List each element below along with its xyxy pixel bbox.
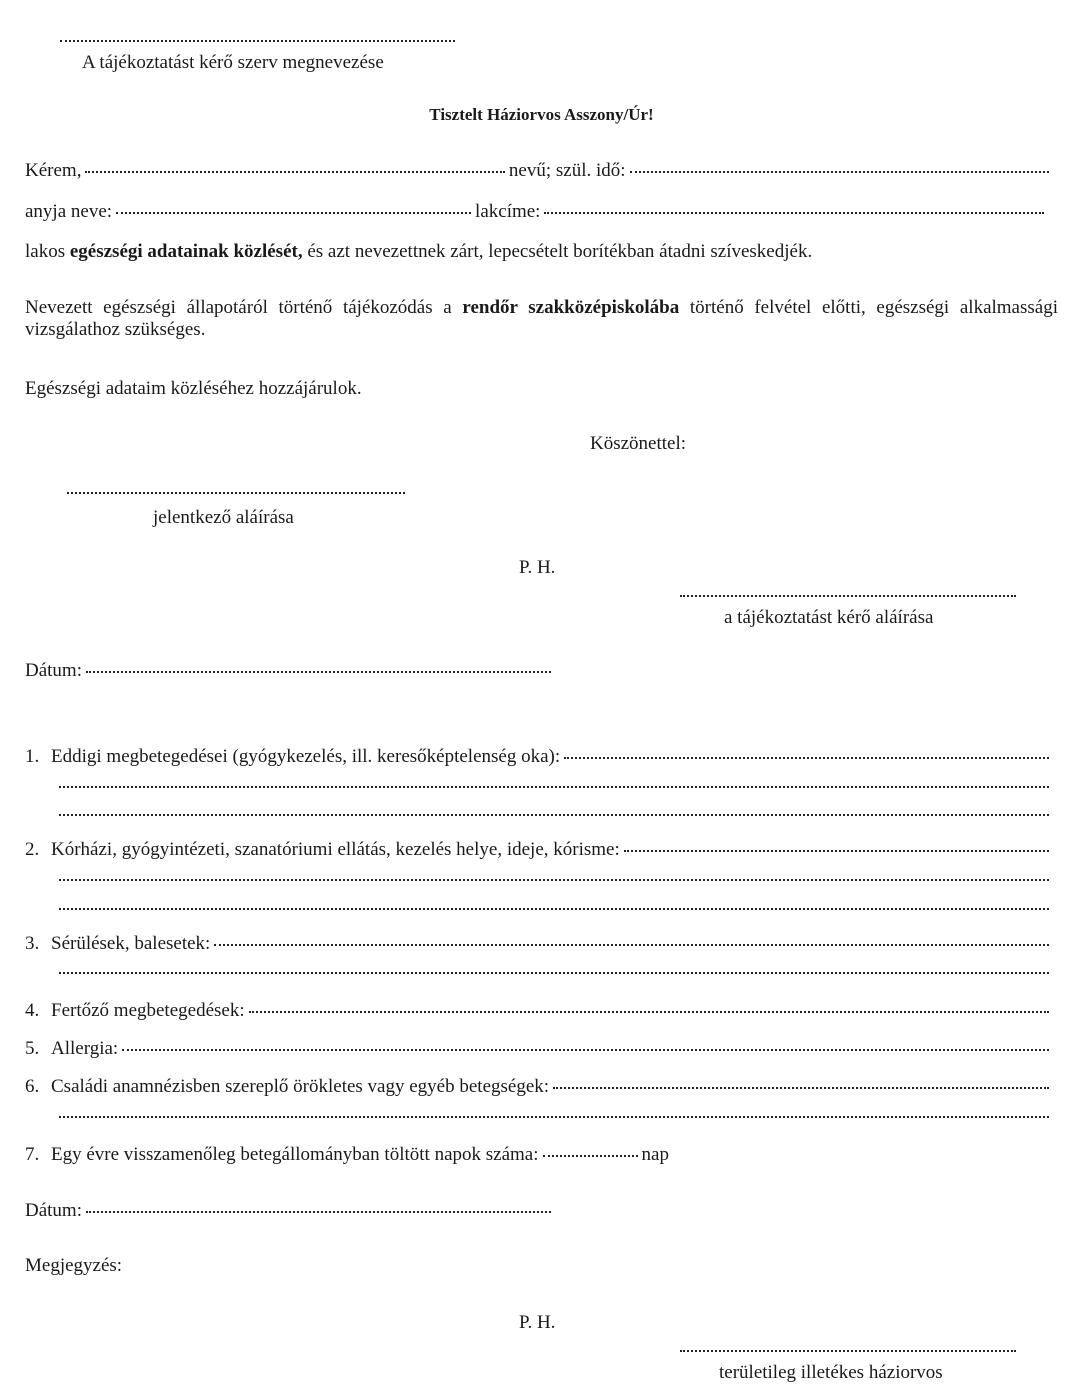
doctor-signature-field[interactable]	[680, 1350, 1016, 1352]
purpose-text-2: történő felvétel előtti, egészségi alkalmassági vizsgálathoz szükséges.	[25, 297, 1058, 340]
item-7-row	[25, 1144, 669, 1166]
sick-days-unit: nap	[641, 1144, 669, 1165]
item-2-field[interactable]	[624, 850, 1049, 852]
note-label: Megjegyzés:	[25, 1255, 123, 1276]
item-number: 1.	[25, 746, 40, 767]
purpose-paragraph	[25, 297, 1058, 341]
name-field[interactable]	[85, 171, 504, 173]
applicant-signature-label: jelentkező aláírása	[153, 507, 294, 528]
item-label: Egy évre visszamenőleg betegállományban töltött napok száma:	[51, 1144, 539, 1165]
item-number: 5.	[25, 1038, 40, 1059]
stamp-placeholder: P. H.	[519, 557, 556, 578]
birth-label: nevű; szül. idő:	[508, 160, 626, 181]
date-field[interactable]	[86, 671, 551, 673]
doctor-signature-label: területileg illetékes háziorvos	[719, 1362, 943, 1383]
item-label: Családi anamnézisben szereplő örökletes vagy egyéb betegségek:	[51, 1076, 550, 1097]
requester-signature-label: a tájékoztatást kérő aláírása	[724, 607, 934, 628]
stamp-placeholder: P. H.	[519, 1312, 556, 1333]
date-row-2	[25, 1200, 555, 1222]
date-label: Dátum:	[25, 660, 82, 681]
date-row-1	[25, 660, 555, 682]
address-field[interactable]	[544, 212, 1044, 214]
item-2-row	[25, 839, 1053, 861]
item-number: 4.	[25, 1000, 40, 1021]
item-1-field-line-3[interactable]	[59, 814, 1049, 816]
item-label: Sérülések, balesetek:	[51, 933, 211, 954]
item-4-field[interactable]	[249, 1011, 1049, 1013]
item-1-field[interactable]	[564, 757, 1049, 759]
item-2-field-line-2[interactable]	[59, 879, 1049, 881]
item-3-row	[25, 933, 1053, 955]
item-number: 2.	[25, 839, 40, 860]
item-6-field-line-2[interactable]	[59, 1116, 1049, 1118]
address-label: lakcíme:	[475, 201, 541, 222]
sick-days-field[interactable]	[543, 1155, 638, 1157]
consent-text: Egészségi adataim közléséhez hozzájárulok.	[25, 378, 362, 399]
purpose-text-1: Nevezett egészségi állapotáról történő tájékozódás a	[25, 297, 463, 318]
name-birth-row	[25, 160, 1053, 182]
kerem-label: Kérem,	[25, 160, 82, 181]
purpose-bold-text: rendőr szakközépiskolába	[462, 297, 680, 318]
request-sentence	[25, 241, 812, 263]
item-2-field-line-3[interactable]	[59, 908, 1049, 910]
applicant-signature-field[interactable]	[67, 492, 405, 494]
item-3-field[interactable]	[214, 944, 1049, 946]
date-label: Dátum:	[25, 1200, 82, 1221]
item-5-row	[25, 1038, 1053, 1060]
item-1-row	[25, 746, 1053, 768]
mother-address-row	[25, 201, 1048, 223]
item-1-field-line-2[interactable]	[59, 786, 1049, 788]
thanks-text: Köszönettel:	[590, 433, 687, 454]
item-label: Fertőző megbetegedések:	[51, 1000, 245, 1021]
requester-signature-field[interactable]	[680, 595, 1016, 597]
mother-name-label: anyja neve:	[25, 201, 113, 222]
item-number: 3.	[25, 933, 40, 954]
item-label: Eddigi megbetegedései (gyógykezelés, ill. keresőképtelenség oka):	[51, 746, 561, 767]
item-number: 6.	[25, 1076, 40, 1097]
birth-date-field[interactable]	[630, 171, 1049, 173]
item-5-field[interactable]	[122, 1049, 1049, 1051]
mother-name-field[interactable]	[116, 212, 471, 214]
item-6-row	[25, 1076, 1053, 1098]
date-field[interactable]	[86, 1211, 551, 1213]
lakos-text: lakos	[25, 241, 66, 262]
org-name-label: A tájékoztatást kérő szerv megnevezése	[82, 52, 384, 73]
item-6-field[interactable]	[553, 1087, 1049, 1089]
item-3-field-line-2[interactable]	[59, 972, 1049, 974]
item-label: Allergia:	[51, 1038, 119, 1059]
salutation-heading	[0, 105, 1083, 125]
item-number: 7.	[25, 1144, 40, 1165]
salutation-text: Tisztelt Háziorvos Asszony/Úr!	[429, 105, 654, 124]
request-bold-text: egészségi adatainak közlését,	[69, 241, 303, 262]
item-label: Kórházi, gyógyintézeti, szanatóriumi ellátás, kezelés helye, ideje, kórisme:	[51, 839, 620, 860]
org-name-field[interactable]	[60, 40, 455, 42]
request-rest-text: és azt nevezettnek zárt, lepecsételt borítékban átadni szíveskedjék.	[302, 241, 813, 262]
item-4-row	[25, 1000, 1053, 1022]
